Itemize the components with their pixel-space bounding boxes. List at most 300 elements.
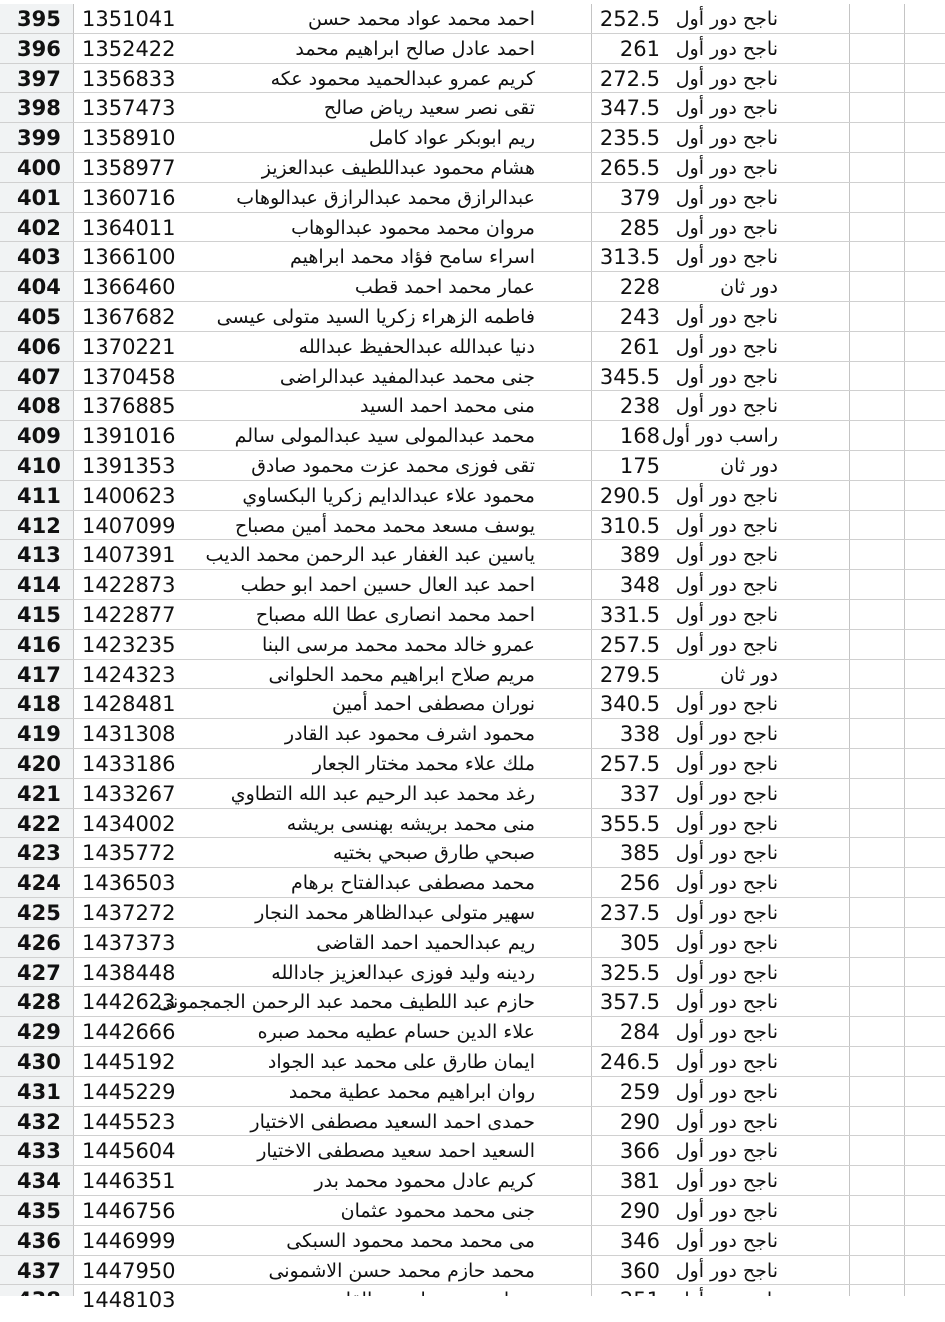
total-score-cell[interactable]: 261 — [619, 36, 660, 61]
result-status-cell[interactable]: ناجح دور أول — [662, 34, 850, 63]
student-name-cell[interactable]: تقى فوزى محمد عزت محمود صادق — [171, 451, 592, 480]
table-row[interactable] — [0, 421, 945, 451]
empty-cell[interactable] — [850, 1196, 905, 1225]
result-status-cell[interactable]: ناجح دور أول — [662, 302, 850, 331]
row-number-cell[interactable]: 424 — [0, 868, 74, 897]
row-number-cell[interactable]: 397 — [0, 64, 74, 93]
empty-cell[interactable] — [905, 1077, 945, 1106]
total-score-cell[interactable]: 259 — [619, 1079, 660, 1104]
student-name-cell[interactable]: عمار محمد احمد قطب — [171, 272, 592, 301]
seat-number-cell[interactable]: 1423235 — [82, 632, 176, 657]
table-row[interactable] — [0, 540, 945, 570]
total-score-cell[interactable]: 235.5 — [599, 126, 660, 151]
empty-cell[interactable] — [850, 272, 905, 301]
total-score-cell[interactable]: 381 — [619, 1169, 660, 1194]
table-row[interactable] — [0, 93, 945, 123]
empty-cell[interactable] — [850, 421, 905, 450]
row-number-cell[interactable]: 422 — [0, 809, 74, 838]
seat-number-cell[interactable]: 1446756 — [82, 1199, 176, 1223]
seat-number-cell[interactable]: 1445604 — [82, 1139, 176, 1164]
empty-cell[interactable] — [850, 153, 905, 182]
empty-cell[interactable] — [905, 242, 945, 271]
row-number-cell[interactable]: 428 — [0, 987, 74, 1016]
total-score-cell[interactable]: 290 — [619, 1109, 660, 1134]
student-name-cell[interactable]: ملك علاء محمد مختار الجعار — [171, 749, 592, 778]
table-row[interactable] — [0, 600, 945, 630]
seat-number-cell[interactable]: 1445229 — [82, 1079, 176, 1104]
table-row[interactable] — [0, 838, 945, 868]
row-number-cell[interactable]: 396 — [0, 34, 74, 63]
total-score-cell[interactable]: 246.5 — [599, 1050, 660, 1074]
row-number-cell[interactable]: 400 — [0, 153, 74, 182]
seat-number-cell[interactable]: 1434002 — [82, 811, 176, 836]
result-status-cell[interactable]: ناجح دور أول — [662, 838, 850, 867]
seat-number-cell[interactable]: 1358977 — [82, 156, 176, 180]
total-score-cell[interactable]: 313.5 — [599, 245, 660, 270]
empty-cell[interactable] — [905, 1196, 945, 1225]
result-status-cell[interactable]: ناجح دور أول — [662, 630, 850, 659]
row-number-cell[interactable]: 399 — [0, 123, 74, 152]
table-row[interactable] — [0, 928, 945, 958]
empty-cell[interactable] — [850, 451, 905, 480]
total-score-cell[interactable]: 310.5 — [599, 513, 660, 538]
student-name-cell[interactable]: مى محمد محمد محمود السبكى — [171, 1226, 592, 1255]
student-name-cell[interactable]: ريم ابوبكر عواد كامل — [171, 123, 592, 152]
student-name-cell[interactable]: محمد حازم محمد حسن الاشمونى — [171, 1256, 592, 1285]
empty-cell[interactable] — [905, 93, 945, 122]
seat-number-cell[interactable]: 1435772 — [82, 841, 176, 866]
empty-cell[interactable] — [905, 987, 945, 1016]
seat-number-cell[interactable]: 1364011 — [82, 215, 176, 240]
row-number-cell[interactable]: 418 — [0, 689, 74, 718]
student-name-cell[interactable]: صبحي طارق صبحي بختيه — [171, 838, 592, 867]
total-score-cell[interactable]: 348 — [619, 573, 660, 598]
row-number-cell[interactable]: 398 — [0, 93, 74, 122]
row-number-cell[interactable]: 420 — [0, 749, 74, 778]
row-number-cell[interactable]: 423 — [0, 838, 74, 867]
table-row[interactable] — [0, 719, 945, 749]
result-status-cell[interactable]: ناجح دور أول — [662, 809, 850, 838]
empty-cell[interactable] — [850, 1226, 905, 1255]
student-name-cell[interactable]: محمد عبدالمولى سيد عبدالمولى سالم — [171, 421, 592, 450]
empty-cell[interactable] — [905, 1017, 945, 1046]
student-name-cell[interactable]: محمود علاء عبدالدايم زكريا البكساوي — [171, 481, 592, 510]
seat-number-cell[interactable]: 1376885 — [82, 394, 176, 419]
seat-number-cell[interactable]: 1431308 — [82, 722, 176, 747]
empty-cell[interactable] — [905, 451, 945, 480]
seat-number-cell[interactable]: 1360716 — [82, 185, 176, 210]
seat-number-cell[interactable]: 1437272 — [82, 901, 176, 925]
table-row[interactable] — [0, 749, 945, 779]
row-number-cell[interactable]: 427 — [0, 958, 74, 987]
seat-number-cell[interactable]: 1366100 — [82, 245, 176, 270]
result-status-cell[interactable]: ناجح دور أول — [662, 958, 850, 987]
empty-cell[interactable] — [850, 213, 905, 242]
seat-number-cell[interactable]: 1428481 — [82, 692, 176, 717]
student-name-cell[interactable]: محمد مصطفى عبدالفتاح برهام — [171, 868, 592, 897]
total-score-cell[interactable]: 175 — [619, 454, 660, 478]
empty-cell[interactable] — [905, 4, 945, 33]
empty-cell[interactable] — [850, 64, 905, 93]
empty-cell[interactable] — [905, 153, 945, 182]
table-row[interactable] — [0, 1017, 945, 1047]
student-name-cell[interactable]: كريم عمرو عبدالحميد محمود عكه — [171, 64, 592, 93]
result-status-cell[interactable]: دور ثان — [662, 272, 850, 301]
student-name-cell[interactable]: نوران مصطفى احمد أمين — [171, 689, 592, 718]
seat-number-cell[interactable]: 1370458 — [82, 364, 176, 389]
total-score-cell[interactable]: 379 — [619, 185, 660, 210]
empty-cell[interactable] — [905, 898, 945, 927]
seat-number-cell[interactable]: 1445523 — [82, 1109, 176, 1134]
result-status-cell[interactable]: ناجح دور أول — [662, 123, 850, 152]
seat-number-cell[interactable]: 1407391 — [82, 543, 176, 568]
table-row[interactable] — [0, 660, 945, 690]
total-score-cell[interactable]: 168 — [619, 424, 660, 449]
seat-number-cell[interactable]: 1433186 — [82, 752, 176, 776]
row-number-cell[interactable]: 429 — [0, 1017, 74, 1046]
empty-cell[interactable] — [905, 213, 945, 242]
result-status-cell[interactable]: ناجح دور أول — [662, 540, 850, 569]
empty-cell[interactable] — [850, 1166, 905, 1195]
result-status-cell[interactable]: ناجح دور أول — [662, 153, 850, 182]
seat-number-cell[interactable]: 1391016 — [82, 424, 176, 449]
empty-cell[interactable] — [850, 1136, 905, 1165]
total-score-cell[interactable]: 345.5 — [599, 364, 660, 389]
seat-number-cell[interactable]: 1438448 — [82, 960, 176, 985]
empty-cell[interactable] — [905, 1256, 945, 1285]
result-status-cell[interactable]: ناجح دور أول — [662, 987, 850, 1016]
student-name-cell[interactable]: اسراء سامح فؤاد محمد ابراهيم — [171, 242, 592, 271]
student-name-cell[interactable]: حازم عبد اللطيف محمد عبد الرحمن الجمجمونى — [171, 987, 592, 1016]
empty-cell[interactable] — [905, 1226, 945, 1255]
empty-cell[interactable] — [905, 511, 945, 540]
total-score-cell[interactable]: 272.5 — [599, 66, 660, 91]
total-score-cell[interactable]: 279.5 — [599, 662, 660, 687]
table-row[interactable] — [0, 242, 945, 272]
row-number-cell[interactable]: 406 — [0, 332, 74, 361]
student-name-cell[interactable]: سهير متولى عبدالظاهر محمد النجار — [171, 898, 592, 927]
student-name-cell[interactable]: ريم عبدالحميد احمد القاضى — [171, 928, 592, 957]
total-score-cell[interactable]: 385 — [619, 841, 660, 866]
total-score-cell[interactable]: 325.5 — [599, 960, 660, 985]
empty-cell[interactable] — [850, 570, 905, 599]
empty-cell[interactable] — [850, 987, 905, 1016]
table-row[interactable] — [0, 183, 945, 213]
total-score-cell[interactable]: 284 — [619, 1020, 660, 1045]
result-status-cell[interactable]: دور ثان — [662, 660, 850, 689]
row-number-cell[interactable]: 409 — [0, 421, 74, 450]
total-score-cell[interactable]: 337 — [619, 781, 660, 806]
student-name-cell[interactable]: مروان محمد محمود عبدالوهاب — [171, 213, 592, 242]
row-number-cell[interactable]: 410 — [0, 451, 74, 480]
result-status-cell[interactable]: ناجح دور أول — [662, 898, 850, 927]
row-number-cell[interactable]: 430 — [0, 1047, 74, 1076]
total-score-cell[interactable]: 252.5 — [599, 7, 660, 31]
result-status-cell[interactable]: ناجح دور أول — [662, 213, 850, 242]
empty-cell[interactable] — [850, 868, 905, 897]
empty-cell[interactable] — [850, 898, 905, 927]
row-number-cell[interactable]: 412 — [0, 511, 74, 540]
table-row[interactable] — [0, 1196, 945, 1226]
table-row[interactable] — [0, 332, 945, 362]
table-row[interactable] — [0, 809, 945, 839]
empty-cell[interactable] — [905, 481, 945, 510]
row-number-cell[interactable]: 416 — [0, 630, 74, 659]
result-status-cell[interactable]: ناجح دور أول — [662, 511, 850, 540]
total-score-cell[interactable]: 257.5 — [599, 752, 660, 776]
empty-cell[interactable] — [905, 570, 945, 599]
row-number-cell[interactable]: 432 — [0, 1107, 74, 1136]
row-number-cell[interactable]: 426 — [0, 928, 74, 957]
row-number-cell[interactable]: 402 — [0, 213, 74, 242]
row-number-cell[interactable]: 431 — [0, 1077, 74, 1106]
empty-cell[interactable] — [850, 958, 905, 987]
row-number-cell[interactable]: 414 — [0, 570, 74, 599]
student-name-cell[interactable]: حمدى احمد السعيد مصطفى الاختيار — [171, 1107, 592, 1136]
table-row[interactable] — [0, 153, 945, 183]
table-row[interactable] — [0, 570, 945, 600]
row-number-cell[interactable]: 419 — [0, 719, 74, 748]
table-row[interactable] — [0, 123, 945, 153]
student-name-cell[interactable]: محمود اشرف محمود عبد القادر — [171, 719, 592, 748]
seat-number-cell[interactable]: 1370221 — [82, 334, 176, 359]
result-status-cell[interactable]: ناجح دور أول — [662, 749, 850, 778]
empty-cell[interactable] — [905, 689, 945, 718]
seat-number-cell[interactable]: 1366460 — [82, 275, 176, 300]
empty-cell[interactable] — [905, 958, 945, 987]
total-score-cell[interactable]: 305 — [619, 930, 660, 955]
empty-cell[interactable] — [905, 809, 945, 838]
seat-number-cell[interactable]: 1367682 — [82, 305, 176, 329]
result-status-cell[interactable]: ناجح دور أول — [662, 1017, 850, 1046]
table-row[interactable] — [0, 1047, 945, 1077]
result-status-cell[interactable]: ناجح دور أول — [662, 183, 850, 212]
table-row[interactable] — [0, 779, 945, 809]
row-number-cell[interactable]: 405 — [0, 302, 74, 331]
result-status-cell[interactable]: ناجح دور أول — [662, 391, 850, 420]
result-status-cell[interactable]: ناجح دور أول — [662, 64, 850, 93]
table-row[interactable] — [0, 1256, 945, 1286]
result-status-cell[interactable]: ناجح دور أول — [662, 1077, 850, 1106]
empty-cell[interactable] — [850, 93, 905, 122]
empty-cell[interactable] — [905, 421, 945, 450]
table-row[interactable] — [0, 511, 945, 541]
empty-cell[interactable] — [850, 481, 905, 510]
empty-cell[interactable] — [850, 391, 905, 420]
total-score-cell[interactable]: 257.5 — [599, 632, 660, 657]
result-status-cell[interactable]: ناجح دور أول — [662, 600, 850, 629]
result-status-cell[interactable]: ناجح دور أول — [662, 1166, 850, 1195]
result-status-cell[interactable]: ناجح دور أول — [662, 242, 850, 271]
row-number-cell[interactable]: 435 — [0, 1196, 74, 1225]
row-number-cell[interactable]: 403 — [0, 242, 74, 271]
empty-cell[interactable] — [850, 511, 905, 540]
row-number-cell[interactable]: 433 — [0, 1136, 74, 1165]
table-row[interactable] — [0, 868, 945, 898]
seat-number-cell[interactable]: 1391353 — [82, 454, 176, 478]
seat-number-cell[interactable]: 1424323 — [82, 662, 176, 687]
row-number-cell[interactable]: 437 — [0, 1256, 74, 1285]
empty-cell[interactable] — [905, 391, 945, 420]
row-number-cell[interactable]: 401 — [0, 183, 74, 212]
student-name-cell[interactable]: كريم عادل محمود محمد بدر — [171, 1166, 592, 1195]
seat-number-cell[interactable]: 1446999 — [82, 1228, 176, 1253]
seat-number-cell[interactable]: 1357473 — [82, 96, 176, 121]
row-number-cell[interactable]: 434 — [0, 1166, 74, 1195]
empty-cell[interactable] — [850, 242, 905, 271]
student-name-cell[interactable]: رغد محمد عبد الرحيم عبد الله التطاوي — [171, 779, 592, 808]
result-status-cell[interactable]: ناجح دور أول — [662, 1107, 850, 1136]
student-name-cell[interactable]: جنى محمد محمود عثمان — [171, 1196, 592, 1225]
total-score-cell[interactable]: 357.5 — [599, 990, 660, 1015]
seat-number-cell[interactable]: 1442666 — [82, 1020, 176, 1045]
total-score-cell[interactable]: 265.5 — [599, 156, 660, 180]
table-row[interactable] — [0, 630, 945, 660]
seat-number-cell[interactable]: 1445192 — [82, 1050, 176, 1074]
total-score-cell[interactable]: 238 — [619, 394, 660, 419]
total-score-cell[interactable]: 243 — [619, 305, 660, 329]
total-score-cell[interactable]: 285 — [619, 215, 660, 240]
result-status-cell[interactable]: ناجح دور أول — [662, 689, 850, 718]
empty-cell[interactable] — [850, 1256, 905, 1285]
table-row[interactable] — [0, 34, 945, 64]
seat-number-cell[interactable]: 1442623 — [82, 990, 176, 1015]
empty-cell[interactable] — [850, 34, 905, 63]
student-name-cell[interactable]: يوسف مسعد محمد محمد أمين مصباح — [171, 511, 592, 540]
empty-cell[interactable] — [905, 1136, 945, 1165]
seat-number-cell[interactable]: 1407099 — [82, 513, 176, 538]
seat-number-cell[interactable]: 1422877 — [82, 603, 176, 627]
empty-cell[interactable] — [905, 34, 945, 63]
empty-cell[interactable] — [905, 272, 945, 301]
empty-cell[interactable] — [850, 1107, 905, 1136]
empty-cell[interactable] — [905, 302, 945, 331]
seat-number-cell[interactable]: 1448103 — [82, 1288, 176, 1313]
table-row[interactable] — [0, 451, 945, 481]
table-row[interactable] — [0, 898, 945, 928]
row-number-cell[interactable]: 436 — [0, 1226, 74, 1255]
student-name-cell[interactable]: روان ابراهيم محمد عطية محمد — [171, 1077, 592, 1106]
student-name-cell[interactable]: احمد محمد انصارى عطا الله مصباح — [171, 600, 592, 629]
total-score-cell[interactable]: 340.5 — [599, 692, 660, 717]
seat-number-cell[interactable]: 1422873 — [82, 573, 176, 598]
empty-cell[interactable] — [850, 332, 905, 361]
empty-cell[interactable] — [850, 4, 905, 33]
student-name-cell[interactable]: هشام محمود عبداللطيف عبدالعزيز — [171, 153, 592, 182]
student-name-cell[interactable]: ردينه وليد فوزى عبدالعزيز جادالله — [171, 958, 592, 987]
result-status-cell[interactable]: ناجح دور أول — [662, 481, 850, 510]
student-name-cell[interactable]: منى محمد احمد السيد — [171, 391, 592, 420]
table-row[interactable] — [0, 1077, 945, 1107]
table-row[interactable] — [0, 213, 945, 243]
result-status-cell[interactable]: راسب دور أول — [662, 421, 850, 450]
empty-cell[interactable] — [905, 779, 945, 808]
result-status-cell[interactable]: ناجح دور أول — [662, 4, 850, 33]
table-row[interactable] — [0, 391, 945, 421]
empty-cell[interactable] — [905, 540, 945, 569]
student-name-cell[interactable]: منى محمد بريشه بهنسى بريشه — [171, 809, 592, 838]
result-status-cell[interactable]: ناجح دور أول — [662, 93, 850, 122]
result-status-cell[interactable]: ناجح دور أول — [662, 1047, 850, 1076]
empty-cell[interactable] — [905, 1047, 945, 1076]
total-score-cell[interactable]: 261 — [619, 334, 660, 359]
seat-number-cell[interactable]: 1433267 — [82, 781, 176, 806]
seat-number-cell[interactable]: 1437373 — [82, 930, 176, 955]
row-number-cell[interactable]: 417 — [0, 660, 74, 689]
seat-number-cell[interactable]: 1356833 — [82, 66, 176, 91]
total-score-cell[interactable]: 347.5 — [599, 96, 660, 121]
empty-cell[interactable] — [850, 838, 905, 867]
result-status-cell[interactable]: ناجح دور أول — [662, 570, 850, 599]
student-name-cell[interactable]: تقى نصر سعيد رياض صالح — [171, 93, 592, 122]
empty-cell[interactable] — [905, 1166, 945, 1195]
table-row[interactable] — [0, 1107, 945, 1137]
result-status-cell[interactable]: ناجح دور أول — [662, 928, 850, 957]
result-status-cell[interactable]: ناجح دور أول — [662, 719, 850, 748]
student-name-cell[interactable]: احمد عادل صالح ابراهيم محمد — [171, 34, 592, 63]
result-status-cell[interactable]: ناجح دور أول — [662, 1256, 850, 1285]
row-number-cell[interactable]: 425 — [0, 898, 74, 927]
empty-cell[interactable] — [850, 1077, 905, 1106]
student-name-cell[interactable]: فاطمه الزهراء زكريا السيد متولى عيسى — [171, 302, 592, 331]
empty-cell[interactable] — [905, 600, 945, 629]
row-number-cell[interactable]: 415 — [0, 600, 74, 629]
result-status-cell[interactable]: ناجح دور أول — [662, 868, 850, 897]
table-row[interactable] — [0, 689, 945, 719]
table-row[interactable] — [0, 302, 945, 332]
total-score-cell[interactable]: 360 — [619, 1258, 660, 1283]
empty-cell[interactable] — [850, 689, 905, 718]
total-score-cell[interactable]: 290 — [619, 1199, 660, 1223]
empty-cell[interactable] — [850, 1047, 905, 1076]
total-score-cell[interactable]: 389 — [619, 543, 660, 568]
empty-cell[interactable] — [850, 540, 905, 569]
student-name-cell[interactable]: عبدالرازق محمد عبدالرازق عبدالوهاب — [171, 183, 592, 212]
empty-cell[interactable] — [905, 660, 945, 689]
table-row[interactable] — [0, 1226, 945, 1256]
table-row[interactable] — [0, 64, 945, 94]
student-name-cell[interactable]: جنى محمد عبدالمفيد عبدالراضى — [171, 362, 592, 391]
seat-number-cell[interactable]: 1446351 — [82, 1169, 176, 1194]
total-score-cell[interactable]: 346 — [619, 1228, 660, 1253]
result-status-cell[interactable]: ناجح دور أول — [662, 1226, 850, 1255]
empty-cell[interactable] — [850, 302, 905, 331]
result-status-cell[interactable]: ناجح دور أول — [662, 332, 850, 361]
total-score-cell[interactable]: 256 — [619, 871, 660, 896]
table-row[interactable] — [0, 4, 945, 34]
total-score-cell[interactable]: 290.5 — [599, 483, 660, 508]
seat-number-cell[interactable]: 1436503 — [82, 871, 176, 896]
total-score-cell[interactable]: 366 — [619, 1139, 660, 1164]
table-row[interactable] — [0, 1166, 945, 1196]
table-row[interactable] — [0, 362, 945, 392]
student-name-cell[interactable]: ايمان طارق على محمد عبد الجواد — [171, 1047, 592, 1076]
empty-cell[interactable] — [905, 332, 945, 361]
result-status-cell[interactable]: ناجح دور أول — [662, 1196, 850, 1225]
empty-cell[interactable] — [905, 838, 945, 867]
empty-cell[interactable] — [850, 749, 905, 778]
row-number-cell[interactable]: 413 — [0, 540, 74, 569]
empty-cell[interactable] — [850, 600, 905, 629]
total-score-cell[interactable]: 355.5 — [599, 811, 660, 836]
student-name-cell[interactable]: ياسين عبد الغفار عبد الرحمن محمد الديب — [171, 540, 592, 569]
empty-cell[interactable] — [850, 362, 905, 391]
seat-number-cell[interactable]: 1352422 — [82, 36, 176, 61]
student-name-cell[interactable]: السعيد احمد سعيد مصطفى الاختيار — [171, 1136, 592, 1165]
empty-cell[interactable] — [905, 123, 945, 152]
table-row[interactable] — [0, 958, 945, 988]
empty-cell[interactable] — [850, 123, 905, 152]
